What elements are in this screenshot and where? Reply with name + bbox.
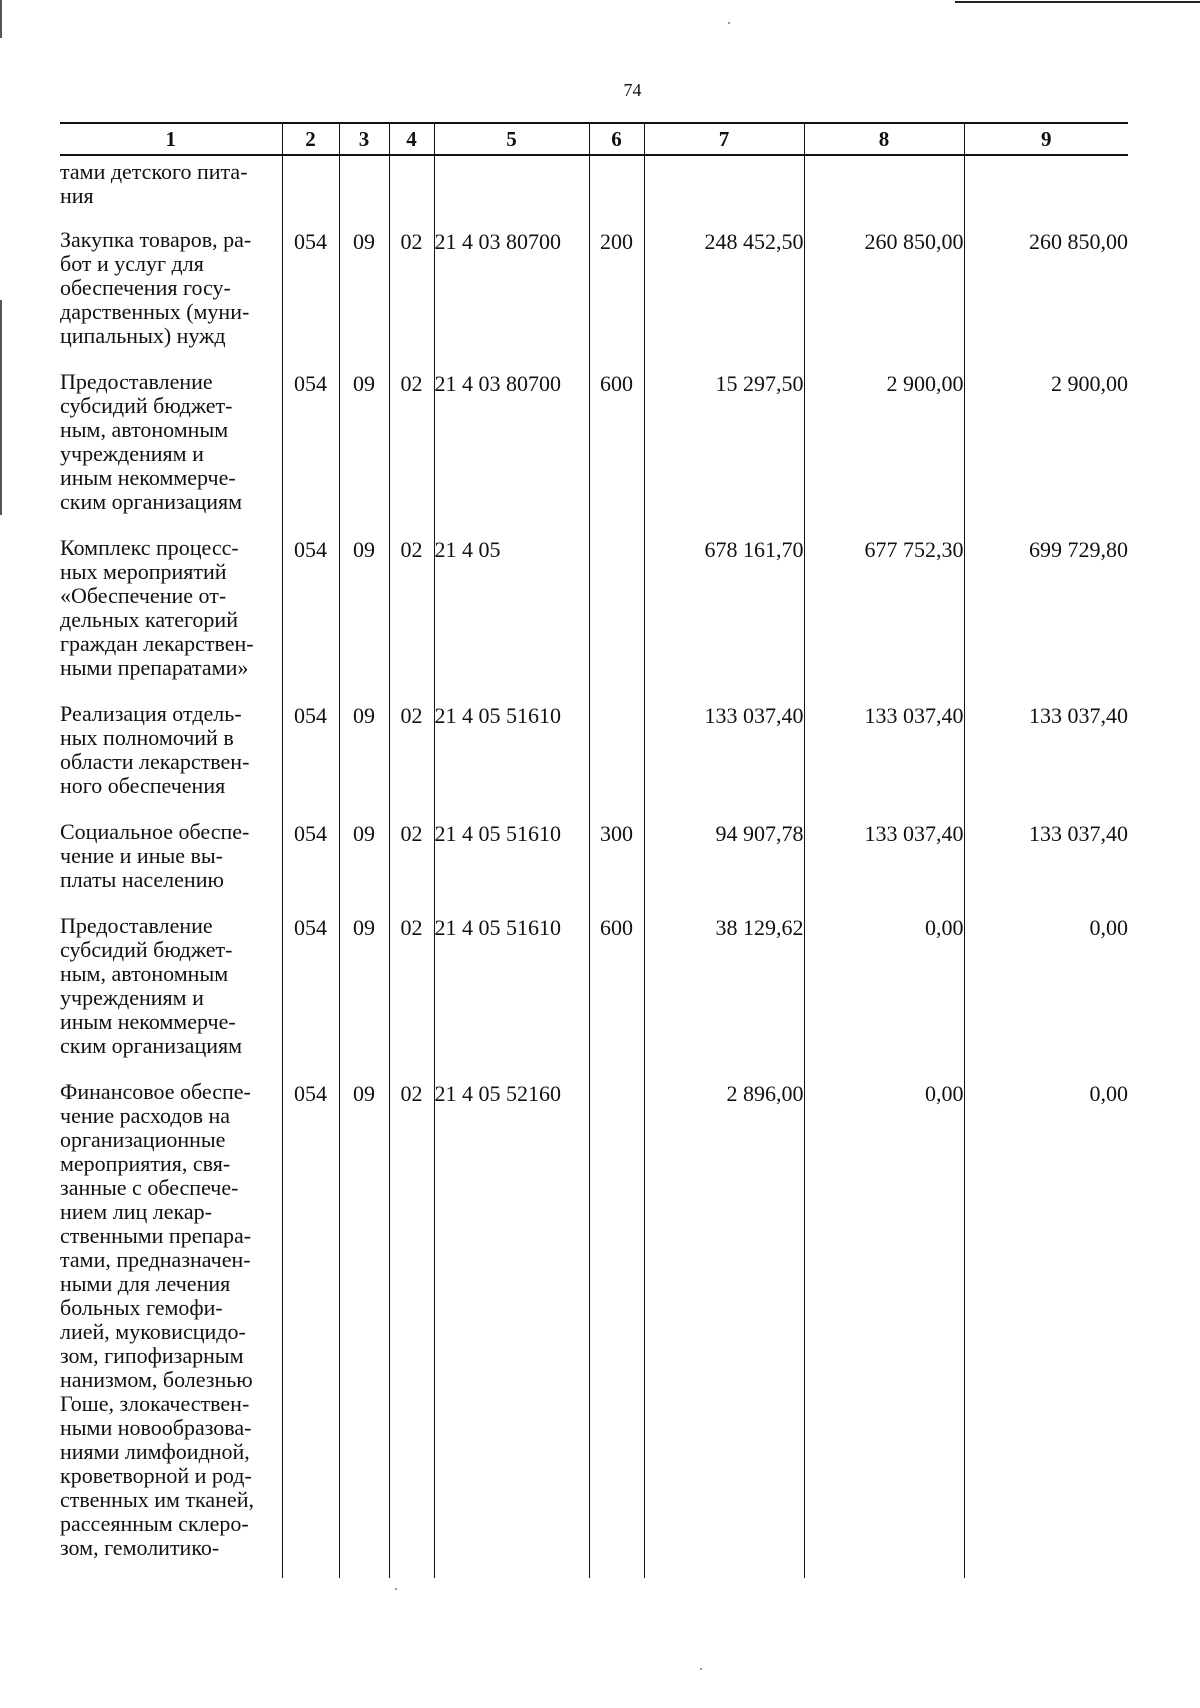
subsection-code-cell: 02 bbox=[389, 698, 434, 816]
item-name-cell: Предоставление субсидий бюджет- ным, автономным учреждениям и иным некоммерче- ским организациям bbox=[60, 366, 282, 532]
amount-col8-cell: 133 037,40 bbox=[804, 698, 964, 816]
expense-type-cell bbox=[589, 698, 644, 816]
amount-col9-cell: 2 900,00 bbox=[964, 366, 1128, 532]
ministry-code-cell: 054 bbox=[282, 366, 339, 532]
expense-type-cell: 300 bbox=[589, 816, 644, 910]
amount-col8-cell: 677 752,30 bbox=[804, 532, 964, 698]
amount-col8-cell: 133 037,40 bbox=[804, 816, 964, 910]
ministry-code-cell bbox=[282, 155, 339, 224]
table-row bbox=[60, 698, 1128, 816]
amount-col8-cell: 260 850,00 bbox=[804, 224, 964, 366]
target-article-cell: 21 4 03 80700 bbox=[434, 224, 589, 366]
table-body bbox=[60, 155, 1128, 1578]
expense-type-cell: 200 bbox=[589, 224, 644, 366]
item-name-cell: Финансовое обеспе- чение расходов на организационные мероприятия, свя- занные с обеспече- нием лиц лекар- ственными препара- тами, предназначен- ными для лечения больных гемофи- лией, муковисцидо- зом, гипофизарным нанизмом, болезнью Гоше, злокачествен- ными новообразова- ниями лимфоидной, кроветворной и род- ственных им тканей, рассеянным склеро- зом, гемолитико- bbox=[60, 1076, 282, 1578]
scan-speck bbox=[728, 22, 730, 24]
amount-col7-cell: 2 896,00 bbox=[644, 1076, 804, 1578]
amount-col8-cell: 0,00 bbox=[804, 1076, 964, 1578]
target-article-cell bbox=[434, 155, 589, 224]
subsection-code-cell: 02 bbox=[389, 224, 434, 366]
amount-col7-cell: 248 452,50 bbox=[644, 224, 804, 366]
item-name-cell: Социальное обеспе- чение и иные вы- платы населению bbox=[60, 816, 282, 910]
amount-col7-cell: 38 129,62 bbox=[644, 910, 804, 1076]
column-header: 4 bbox=[389, 123, 434, 155]
subsection-code-cell: 02 bbox=[389, 910, 434, 1076]
amount-col7-cell bbox=[644, 155, 804, 224]
subsection-code-cell: 02 bbox=[389, 532, 434, 698]
subsection-code-cell: 02 bbox=[389, 366, 434, 532]
amount-col9-cell bbox=[964, 155, 1128, 224]
target-article-cell: 21 4 05 52160 bbox=[434, 1076, 589, 1578]
target-article-cell: 21 4 05 51610 bbox=[434, 698, 589, 816]
table-row bbox=[60, 816, 1128, 910]
expense-type-cell: 600 bbox=[589, 910, 644, 1076]
column-header: 3 bbox=[339, 123, 389, 155]
table-header-row bbox=[60, 123, 1128, 155]
section-code-cell: 09 bbox=[339, 224, 389, 366]
section-code-cell: 09 bbox=[339, 366, 389, 532]
target-article-cell: 21 4 05 51610 bbox=[434, 816, 589, 910]
amount-col8-cell: 0,00 bbox=[804, 910, 964, 1076]
table-row bbox=[60, 532, 1128, 698]
left-margin-mark bbox=[0, 0, 2, 38]
ministry-code-cell: 054 bbox=[282, 910, 339, 1076]
table-row bbox=[60, 910, 1128, 1076]
scan-speck bbox=[395, 1588, 397, 1590]
amount-col9-cell: 699 729,80 bbox=[964, 532, 1128, 698]
item-name-cell: тами детского пита- ния bbox=[60, 155, 282, 224]
ministry-code-cell: 054 bbox=[282, 698, 339, 816]
column-header: 9 bbox=[964, 123, 1128, 155]
column-header: 8 bbox=[804, 123, 964, 155]
section-code-cell: 09 bbox=[339, 1076, 389, 1578]
ministry-code-cell: 054 bbox=[282, 1076, 339, 1578]
subsection-code-cell bbox=[389, 155, 434, 224]
item-name-cell: Реализация отдель- ных полномочий в области лекарствен- ного обеспечения bbox=[60, 698, 282, 816]
amount-col8-cell: 2 900,00 bbox=[804, 366, 964, 532]
amount-col7-cell: 678 161,70 bbox=[644, 532, 804, 698]
column-header: 7 bbox=[644, 123, 804, 155]
column-header: 2 bbox=[282, 123, 339, 155]
table-row bbox=[60, 1076, 1128, 1578]
section-code-cell: 09 bbox=[339, 532, 389, 698]
target-article-cell: 21 4 03 80700 bbox=[434, 366, 589, 532]
amount-col9-cell: 260 850,00 bbox=[964, 224, 1128, 366]
amount-col9-cell: 0,00 bbox=[964, 910, 1128, 1076]
section-code-cell bbox=[339, 155, 389, 224]
table-row bbox=[60, 224, 1128, 366]
column-header: 1 bbox=[60, 123, 282, 155]
subsection-code-cell: 02 bbox=[389, 1076, 434, 1578]
amount-col9-cell: 133 037,40 bbox=[964, 698, 1128, 816]
target-article-cell: 21 4 05 51610 bbox=[434, 910, 589, 1076]
amount-col8-cell bbox=[804, 155, 964, 224]
target-article-cell: 21 4 05 bbox=[434, 532, 589, 698]
item-name-cell: Закупка товаров, ра- бот и услуг для обеспечения госу- дарственных (муни- ципальных) нужд bbox=[60, 224, 282, 366]
table-row bbox=[60, 155, 1128, 224]
page-number: 74 bbox=[623, 80, 642, 100]
top-edge-line bbox=[955, 1, 1200, 3]
item-name-cell: Предоставление субсидий бюджет- ным, автономным учреждениям и иным некоммерче- ским организациям bbox=[60, 910, 282, 1076]
expense-type-cell bbox=[589, 532, 644, 698]
budget-table bbox=[60, 122, 1128, 1578]
table-row bbox=[60, 366, 1128, 532]
amount-col7-cell: 15 297,50 bbox=[644, 366, 804, 532]
amount-col7-cell: 133 037,40 bbox=[644, 698, 804, 816]
ministry-code-cell: 054 bbox=[282, 532, 339, 698]
section-code-cell: 09 bbox=[339, 910, 389, 1076]
expense-type-cell bbox=[589, 155, 644, 224]
amount-col9-cell: 0,00 bbox=[964, 1076, 1128, 1578]
amount-col9-cell: 133 037,40 bbox=[964, 816, 1128, 910]
ministry-code-cell: 054 bbox=[282, 224, 339, 366]
expense-type-cell bbox=[589, 1076, 644, 1578]
subsection-code-cell: 02 bbox=[389, 816, 434, 910]
amount-col7-cell: 94 907,78 bbox=[644, 816, 804, 910]
item-name-cell: Комплекс процесс- ных мероприятий «Обеспечение от- дельных категорий граждан лекарствен- ными препаратами» bbox=[60, 532, 282, 698]
left-margin-mark bbox=[0, 300, 2, 515]
column-header: 6 bbox=[589, 123, 644, 155]
section-code-cell: 09 bbox=[339, 816, 389, 910]
scan-speck bbox=[700, 1668, 702, 1670]
column-header: 5 bbox=[434, 123, 589, 155]
ministry-code-cell: 054 bbox=[282, 816, 339, 910]
section-code-cell: 09 bbox=[339, 698, 389, 816]
expense-type-cell: 600 bbox=[589, 366, 644, 532]
